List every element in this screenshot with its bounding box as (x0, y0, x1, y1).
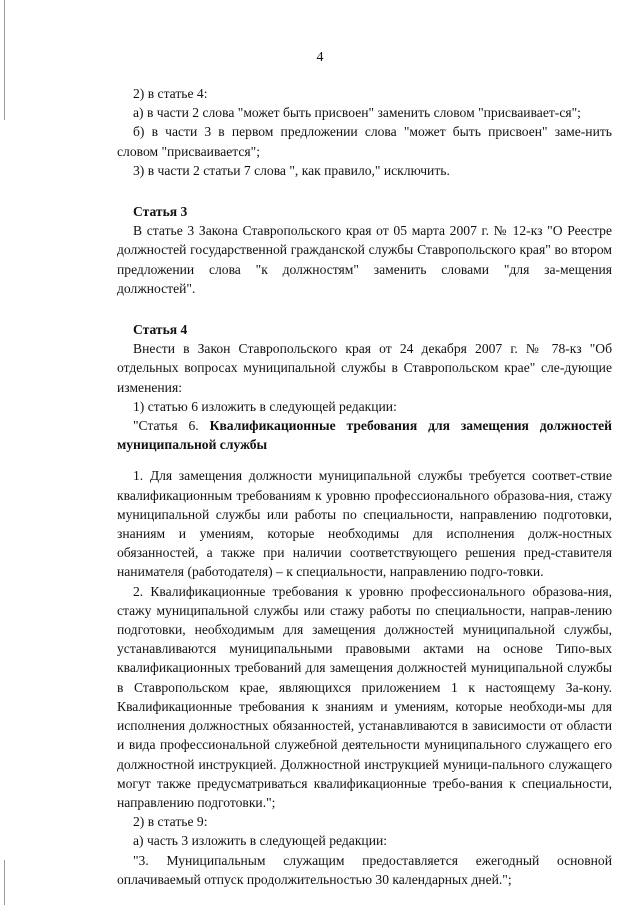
article-paragraph: Внести в Закон Ставропольского края от 24 декабря 2007 г. № 78-кз "Об отдельных вопросах муниципальной службы в Ставропольском крае" сле-дующие изменения: (117, 341, 612, 395)
article-title-prefix: "Статья 6. (133, 418, 210, 434)
document-body (117, 84, 612, 889)
amendment-item: а) часть 3 изложить в следующей редакции: (133, 833, 388, 849)
amendment-item: 3) в части 2 статьи 7 слова ", как правило," исключить. (133, 162, 450, 178)
amendment-item: б) в части 3 в первом предложении слова "может быть присвоен" заме-нить словом "присваивается"; (117, 124, 612, 159)
article-heading: Статья 3 (133, 204, 188, 220)
amendment-item: 2) в статье 4: (133, 86, 208, 101)
amendment-item: а) в части 2 слова "может быть присвоен" заменить словом "присваивает-ся"; (133, 105, 581, 121)
article-paragraph: В статье 3 Закона Ставропольского края от 05 марта 2007 г. № 12-кз "О Реестре должностей государственной гражданской службы Ставропольского края" во втором предложении слова "к должностям" заменить словами "для за-мещения должностей". (117, 223, 612, 296)
page-number: 4 (316, 50, 324, 65)
amendment-item: 1) статью 6 изложить в следующей редакции: (133, 398, 397, 414)
article-paragraph: 1. Для замещения должности муниципальной службы требуется соответ-ствие квалификационным требованиям к уровню профессионального образова-ния, стажу муниципальной службы или работы по специальности, направлению подготовки, знаниям и умениям, которые необходимы для исполнения долж-ностных обязанностей, а также при наличии соответствующего решения пред-ставителя нанимателя (работодателя) – к специальности, направлению подго-товки. (117, 468, 612, 580)
article-heading: Статья 4 (133, 322, 188, 338)
amendment-item: 2) в статье 9: (133, 814, 208, 830)
article-title-bold: Квалификационные требования для замещения должностей муниципальной службы (117, 418, 612, 453)
article-title (117, 416, 612, 454)
article-paragraph: "3. Муниципальным служащим предоставляется ежегодный основной оплачиваемый отпуск продолжительностью 30 календарных дней."; (117, 852, 612, 887)
article-paragraph: 2. Квалификационные требования к уровню профессионального образова-ния, стажу муниципальной службы или стажу работы по специальности, направ-лению подготовки, необходимым для замещения должностей муниципальной службы, устанавливаются муниципальными правовыми актами на основе Типо-вых квалификационных требований для замещения должностей муниципальной службы в Ставропольском крае, являющихся приложением 1 к настоящему За-кону. Квалификационные требования к знаниям и умениям, которые необходи-мы для исполнения должностных обязанностей, устанавливаются в зависимости от области и вида профессиональной служебной деятельности муниципального служащего его должностной инструкцией. Должностной инструкцией муници-пального служащего могут также предусматриваться квалификационные требо-вания к специальности, направлению подготовки."; (117, 583, 612, 810)
binding-edge-mark (4, 860, 5, 905)
